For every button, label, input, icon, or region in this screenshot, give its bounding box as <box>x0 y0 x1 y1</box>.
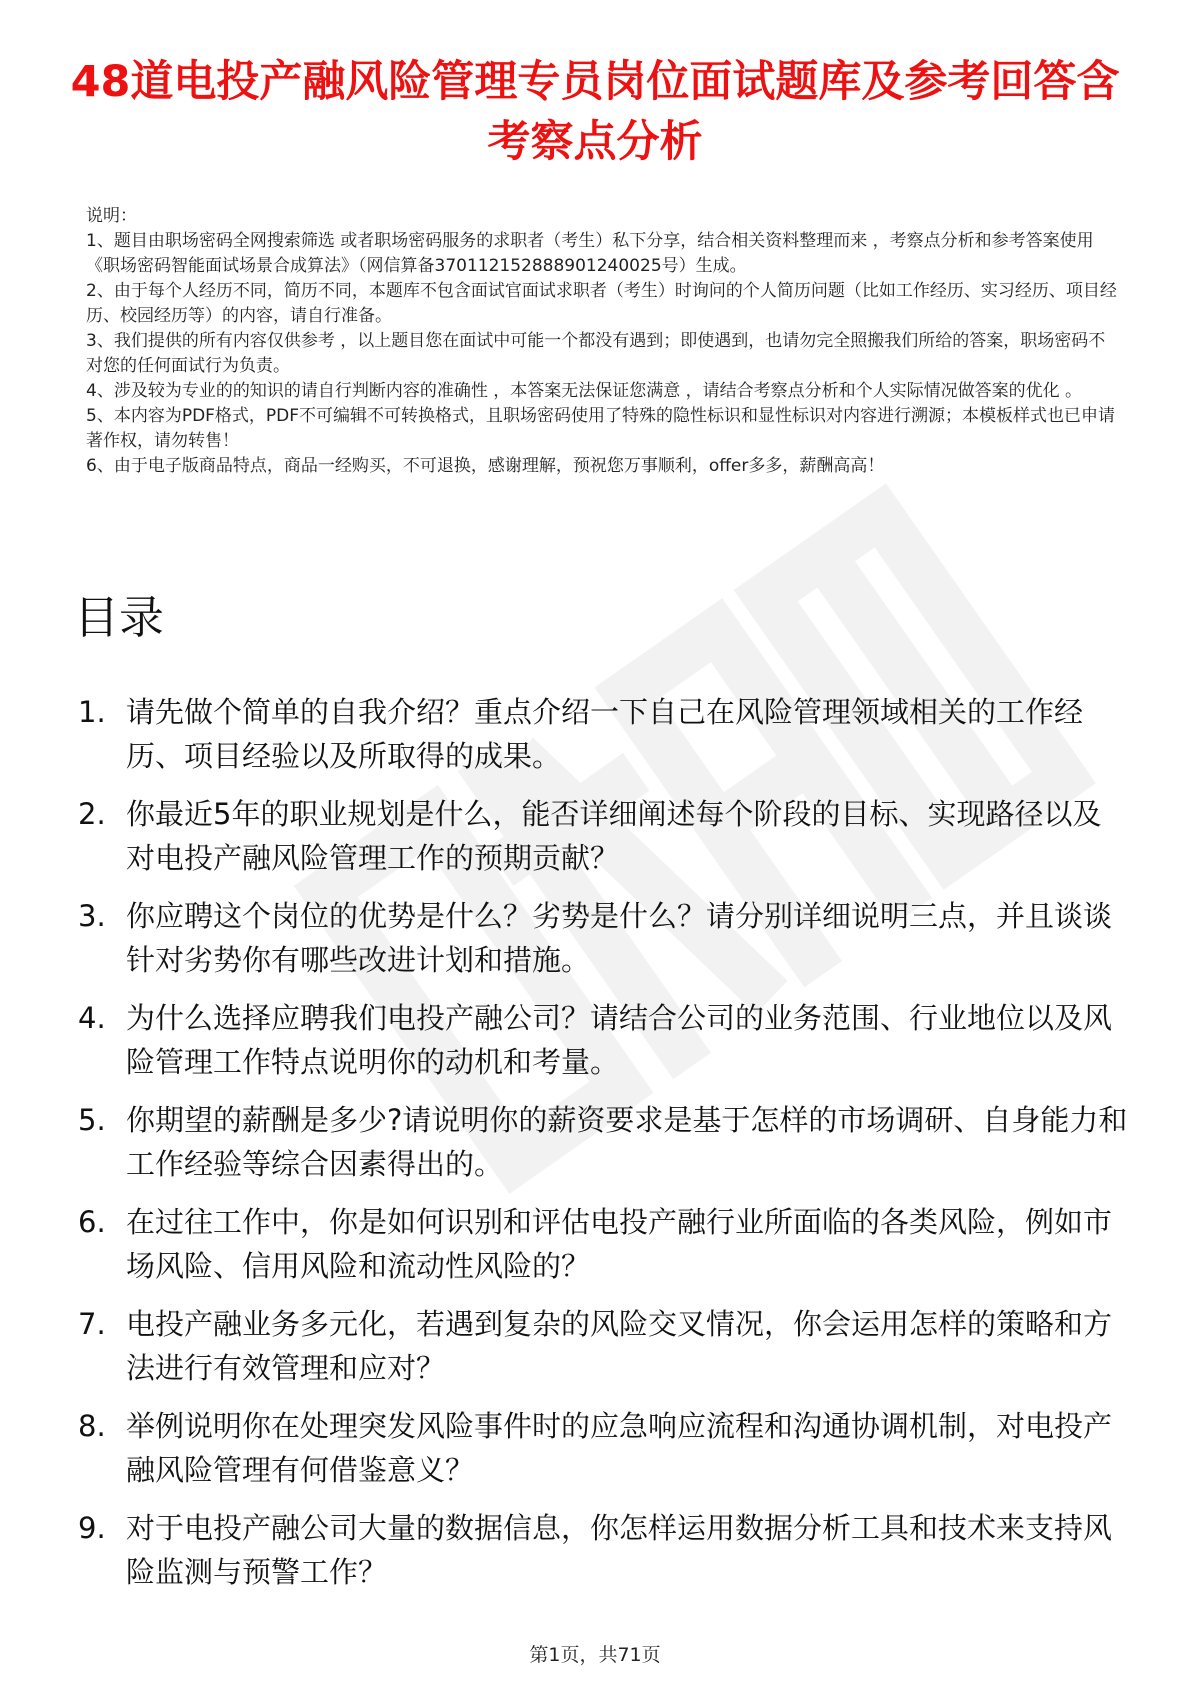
toc-item-number: 6. <box>78 1205 106 1239</box>
note-item: 1、题目由职场密码全网搜索筛选 或者职场密码服务的求职者（考生）私下分享，结合相关资料整理而来 ，考察点分析和参考答案使用《职场密码智能面试场景合成算法》（网信算备370112152888901240025号）生成。 <box>86 231 1094 276</box>
toc-item[interactable] <box>78 1098 1128 1186</box>
toc-heading: 目录 <box>74 591 165 644</box>
toc-item-number: 8. <box>78 1409 106 1443</box>
toc-item-text: 对于电投产融公司大量的数据信息，你怎样运用数据分析工具和技术来支持风险监测与预警工作？ <box>126 1511 1113 1589</box>
toc-item[interactable] <box>78 996 1128 1084</box>
toc-item-text: 举例说明你在处理突发风险事件时的应急响应流程和沟通协调机制，对电投产融风险管理有何借鉴意义？ <box>126 1409 1113 1487</box>
toc-item-text: 请先做个简单的自我介绍？重点介绍一下自己在风险管理领域相关的工作经历、项目经验以及所取得的成果。 <box>126 695 1084 773</box>
note-item: 6、由于电子版商品特点，商品一经购买，不可退换，感谢理解，预祝您万事顺利，offer多多，薪酬高高！ <box>86 456 885 476</box>
toc-item-number: 5. <box>78 1103 106 1137</box>
toc-item[interactable] <box>78 894 1128 982</box>
toc-item-number: 3. <box>78 899 106 933</box>
toc-item-text: 你应聘这个岗位的优势是什么？劣势是什么？请分别详细说明三点，并且谈谈针对劣势你有哪些改进计划和措施。 <box>126 899 1113 977</box>
note-item: 4、涉及较为专业的的知识的请自行判断内容的准确性 ，本答案无法保证您满意 ，请结合考察点分析和个人实际情况做答案的优化 。 <box>86 381 1083 401</box>
note-item: 5、本内容为PDF格式，PDF不可编辑不可转换格式，且职场密码使用了特殊的隐性标识和显性标识对内容进行溯源；本模板样式也已申请著作权，请勿转售！ <box>86 406 1116 451</box>
notes-heading: 说明： <box>86 206 137 226</box>
note-item: 2、由于每个人经历不同，简历不同，本题库不包含面试官面试求职者（考生）时询问的个人简历问题（比如工作经历、实习经历、项目经历、校园经历等）的内容，请自行准备。 <box>86 281 1117 326</box>
toc-item[interactable] <box>78 690 1128 778</box>
toc-item-number: 2. <box>78 797 106 831</box>
toc-item[interactable] <box>78 1200 1128 1288</box>
toc-item-number: 9. <box>78 1511 106 1545</box>
notes-section <box>86 204 1120 479</box>
toc-item-number: 7. <box>78 1307 106 1341</box>
toc-item-text: 你期望的薪酬是多少?请说明你的薪资要求是基于怎样的市场调研、自身能力和工作经验等综合因素得出的。 <box>126 1103 1128 1181</box>
document-title: 48道电投产融风险管理专员岗位面试题库及参考回答含考察点分析 <box>70 57 1120 167</box>
toc-item[interactable] <box>78 1506 1128 1594</box>
toc-item[interactable] <box>78 792 1128 880</box>
toc-item-number: 1. <box>78 695 106 729</box>
toc-list <box>78 690 1128 1608</box>
toc-item-text: 电投产融业务多元化，若遇到复杂的风险交叉情况，你会运用怎样的策略和方法进行有效管理和应对？ <box>126 1307 1113 1385</box>
toc-item-text: 为什么选择应聘我们电投产融公司？请结合公司的业务范围、行业地位以及风险管理工作特点说明你的动机和考量。 <box>126 1001 1113 1079</box>
note-item: 3、我们提供的所有内容仅供参考 ，以上题目您在面试中可能一个都没有遇到；即使遇到，也请勿完全照搬我们所给的答案，职场密码不对您的任何面试行为负责。 <box>86 331 1106 376</box>
page-footer: 第1页，共71页 <box>529 1644 661 1666</box>
toc-item[interactable] <box>78 1404 1128 1492</box>
toc-item[interactable] <box>78 1302 1128 1390</box>
toc-item-number: 4. <box>78 1001 106 1035</box>
toc-item-text: 你最近5年的职业规划是什么，能否详细阐述每个阶段的目标、实现路径以及对电投产融风险管理工作的预期贡献？ <box>126 797 1102 875</box>
toc-item-text: 在过往工作中，你是如何识别和评估电投产融行业所面临的各类风险，例如市场风险、信用风险和流动性风险的？ <box>126 1205 1113 1283</box>
